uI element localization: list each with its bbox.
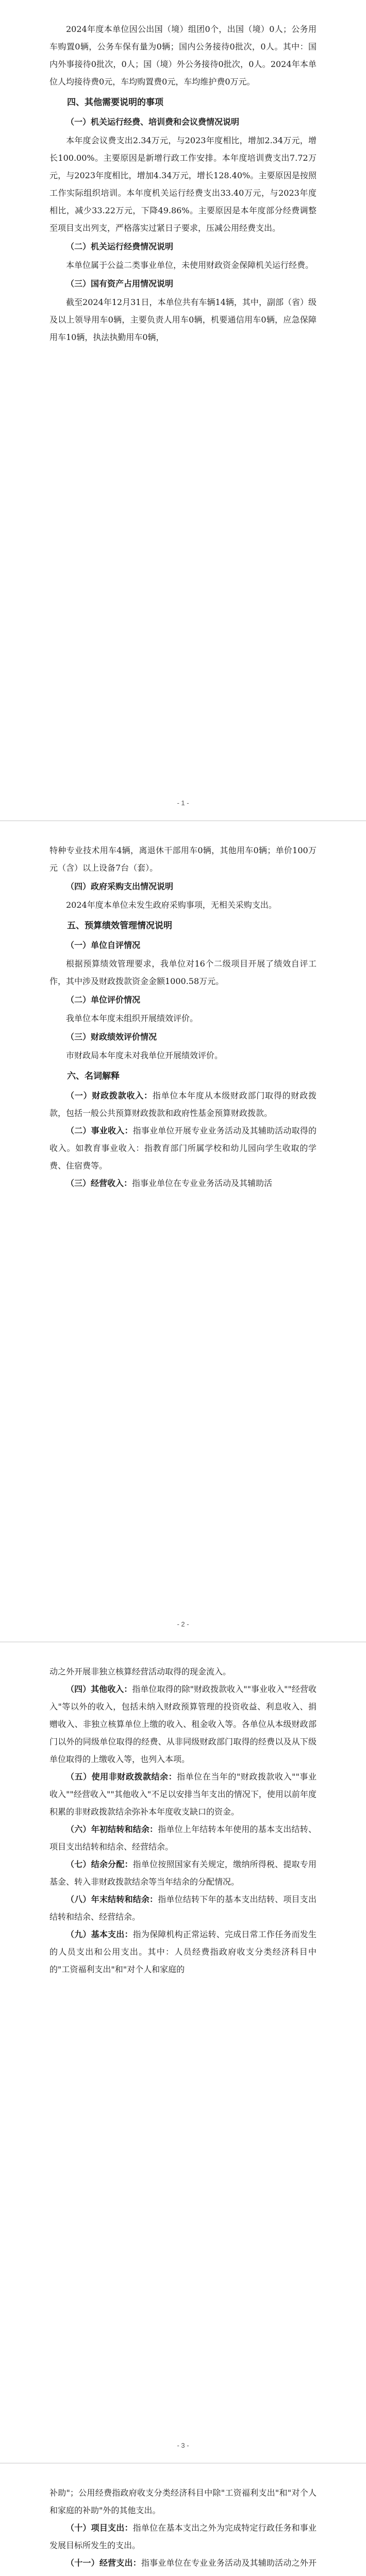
term-definition: [49, 1926, 317, 1978]
term-label: （十一）经营支出：: [66, 2558, 141, 2568]
term-label: （十）项目支出：: [66, 2523, 133, 2533]
term-text: 指单位结转下年的基本支出结转、项目支出结转和结余、经营结余。: [49, 1894, 317, 1922]
term-label: （二）事业收入：: [66, 1126, 133, 1136]
subsection-heading: （三）财政绩效评价情况: [66, 1032, 157, 1042]
term-label: （七）结余分配：: [66, 1859, 133, 1869]
term-definition: [49, 1087, 317, 1122]
paragraph: 动之外开展非独立核算经营活动取得的现金流入。: [49, 1667, 231, 1676]
term-definition: [49, 1768, 317, 1821]
paragraph: 2024年度本单位因公出国（境）组团0个，出国（境）0人；公务用车购置0辆，公务车保有量为0辆；国内公务接待0批次，0人。其中：国内外事接待0批次，0人；国（境）外公务接待0批次，0人。2024年本单位人均接待费0元，车均购置费0元，车均维护费0万元。: [49, 24, 317, 87]
section-heading: 六、名词解释: [67, 1071, 120, 1081]
page-number: - 2 -: [177, 1620, 189, 1628]
term-label: （九）基本支出：: [66, 1929, 133, 1939]
term-label: （六）年初结转和结余：: [66, 1824, 158, 1834]
term-definition: [49, 2554, 317, 2576]
subsection-heading: （一）单位自评情况: [66, 940, 141, 950]
page-number: - 1 -: [177, 799, 189, 807]
term-definition: [49, 2519, 317, 2554]
term-definition: [49, 1856, 317, 1891]
term-label: （三）经营收入：: [66, 1178, 132, 1188]
section-heading: 四、其他需要说明的事项: [67, 97, 163, 108]
paragraph: 特种专业技术用车4辆，离退休干部用车0辆，其他用车0辆；单价100万元（含）以上设备7台（套）。: [49, 845, 317, 873]
term-text: 指为保障机构正常运转、完成日常工作任务而发生的人员支出和公用支出。其中：人员经费指政府收支分类经济科目中的"工资福利支出"和"对个人和家庭的: [49, 1929, 317, 1974]
document-page-3: [0, 1642, 366, 2464]
paragraph: 根据预算绩效管理要求，我单位对16个二级项目开展了绩效自评工作，其中涉及财政拨款资金金额1000.58万元。: [49, 959, 317, 986]
paragraph: 市财政局本年度未对我单位开展绩效评价。: [66, 1050, 223, 1060]
paragraph: 补助"；公用经费指政府收支分类经济科目中除"工资福利支出"和"对个人和家庭的补助"外的其他支出。: [49, 2488, 317, 2515]
term-definition: [49, 1891, 317, 1926]
paragraph: 本单位属于公益二类事业单位，未使用财政资金保障机关运行经费。: [66, 260, 314, 270]
term-text: 指单位取得的除"财政拨款收入""事业收入""经营收入"等以外的收入，包括未纳入财政预算管理的投资收益、利息收入、捐赠收入、非独立核算单位上缴的收入、租金收入等。各单位从本级财政部门以外的同级单位取得的经费、从非同级财政部门取得的经费以及从下级单位取得的上缴收入等，也列入本项。: [49, 1684, 317, 1764]
page-number: - 3 -: [177, 2442, 189, 2449]
paragraph: 截至2024年12月31日，本单位共有车辆14辆，其中，副部（省）级及以上领导用车0辆，主要负责人用车0辆，机要通信用车0辆，应急保障用车10辆，执法执勤用车0辆，: [49, 297, 317, 342]
term-text: 指事业单位在专业业务活动及其辅助活动之外开: [141, 2558, 317, 2568]
term-definition: [49, 1681, 317, 1768]
term-text: 指单位按照国家有关规定，缴纳所得税、提取专用基金、转入非财政拨款结余等当年结余的分配情况。: [49, 1859, 317, 1887]
paragraph: 本年度会议费支出2.34万元，与2023年度相比，增加2.34万元，增长100.00%。主要原因是新增行政工作安排。本年度培训费支出7.72万元，与2023年度相比，增加4.34万元，增长128.40%。主要原因是按照工作实际组织培训。本年度机关运行经费支出33.40万元，与2023年度相比，减少33.22万元，下降49.86%。主要原因是本年度部分经费调整至项目支出列支，严格落实过紧日子要求，压减公用经费支出。: [49, 135, 317, 233]
term-text: 指单位上年结转本年使用的基本支出结转、项目支出结转和结余、经营结余。: [49, 1824, 317, 1852]
term-text: 指事业单位在专业业务活动及其辅助活: [132, 1178, 273, 1188]
term-text: 指单位在基本支出之外为完成特定行政任务和事业发展目标所发生的支出。: [49, 2523, 317, 2550]
section-heading: 五、预算绩效管理情况说明: [67, 921, 172, 931]
paragraph: 2024年度本单位未发生政府采购事项，无相关采购支出。: [66, 900, 277, 910]
paragraph: 我单位本年度未组织开展绩效评价。: [66, 1013, 198, 1023]
term-text: 指事业单位开展专业业务活动及其辅助活动取得的收入。如教育事业收入：指教育部门所属学校和幼儿园向学生收取的学费、住宿费等。: [49, 1126, 317, 1171]
term-definition: [49, 1122, 317, 1175]
subsection-heading: （二）单位评价情况: [66, 995, 141, 1005]
document-page-1: [0, 0, 366, 821]
subsection-heading: （三）国有资产占用情况说明: [66, 279, 174, 289]
document-page-2: [0, 821, 366, 1642]
subsection-heading: （四）政府采购支出情况说明: [66, 882, 174, 891]
document-page-4: [0, 2464, 366, 2576]
subsection-heading: （一）机关运行经费、培训费和会议费情况说明: [66, 117, 240, 127]
term-label: （四）其他收入：: [66, 1684, 132, 1694]
term-definition: [49, 1821, 317, 1856]
term-text: 指单位本年度从本级财政部门取得的财政拨款，包括一般公共预算财政拨款和政府性基金预算财政拨款。: [49, 1091, 317, 1118]
term-text: 指单位在当年的"财政拨款收入""事业收入""经营收入""其他收入"不足以安排当年支出的情况下，使用以前年度积累的非财政拨款结余弥补本年度收支缺口的资金。: [49, 1772, 317, 1817]
term-label: （一）财政拨款收入：: [66, 1091, 153, 1100]
subsection-heading: （二）机关运行经费情况说明: [66, 242, 174, 251]
term-label: （八）年末结转和结余：: [66, 1894, 158, 1904]
term-label: （五）使用非财政拨款结余：: [66, 1772, 177, 1782]
term-definition: [49, 1175, 317, 1192]
